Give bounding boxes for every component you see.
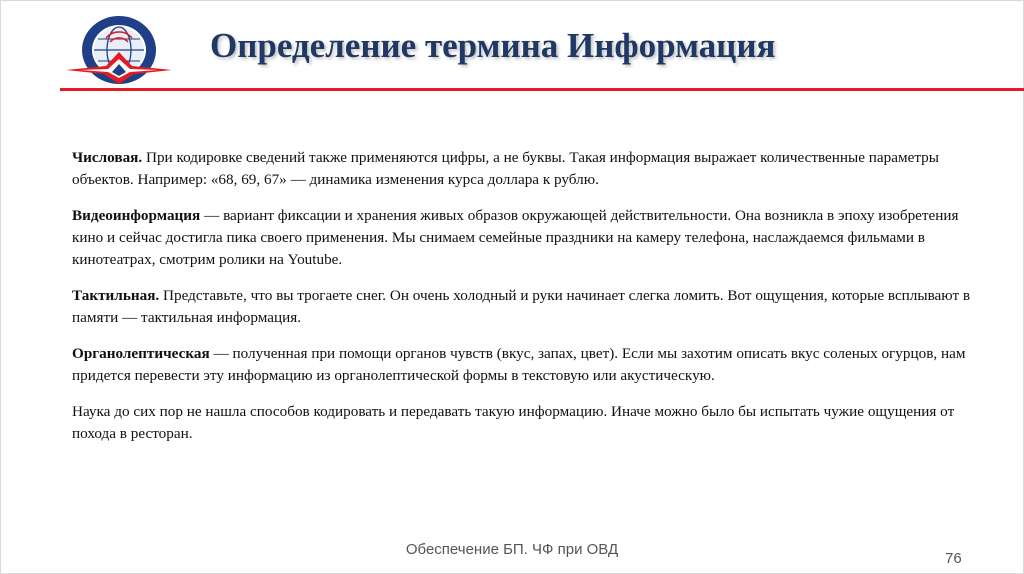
- paragraph-text: — вариант фиксации и хранения живых образов окружающей действительности. Она возникла в эпоху изобретения кино и сейчас достигла пика своего применения. Мы снимаем семейные праздники на камеру телефона, наслаждаемся фильмами в кинотеатрах, смотрим ролики на Youtube.: [72, 207, 959, 268]
- paragraph-text: При кодировке сведений также применяются цифры, а не буквы. Такая информация выражает количественные параметры объектов. Например: «68, 69, 67» — динамика изменения курса доллара к рублю.: [72, 149, 939, 188]
- term-label: Видеоинформация: [72, 207, 201, 224]
- paragraph-organoleptic: [72, 343, 972, 387]
- paragraph-text: Представьте, что вы трогаете снег. Он очень холодный и руки начинает слегка ломить. Вот ощущения, которые всплывают в памяти — тактильная информация.: [72, 287, 971, 326]
- paragraph-text: — полученная при помощи органов чувств (вкус, запах, цвет). Если мы захотим описать вкус соленых огурцов, нам придется перевести эту информацию из органолептической формы в текстовую или акустическую.: [72, 345, 966, 384]
- term-label: Органолептическая: [72, 345, 210, 362]
- paragraph-text: Наука до сих пор не нашла способов кодировать и передавать такую информацию. Иначе можно было бы испытать чужие ощущения от похода в ресторан.: [72, 403, 955, 442]
- logo-ring-text: ГОСКОРПОРАЦИЯ по ОрВД: [64, 6, 174, 14]
- paragraph-numeric: [72, 147, 972, 191]
- page-number: 76: [945, 550, 962, 567]
- title-divider: [60, 88, 1024, 91]
- paragraph-video: [72, 205, 972, 271]
- slide-body: [72, 147, 972, 459]
- slide-title: Определение термина Информация: [210, 26, 776, 65]
- term-label: Числовая.: [72, 149, 143, 166]
- slide-footer: Обеспечение БП. ЧФ при ОВД: [405, 541, 619, 558]
- paragraph-conclusion: [72, 401, 972, 445]
- paragraph-tactile: [72, 285, 972, 329]
- emblem-logo-icon: [64, 6, 174, 86]
- term-label: Тактильная.: [72, 287, 160, 304]
